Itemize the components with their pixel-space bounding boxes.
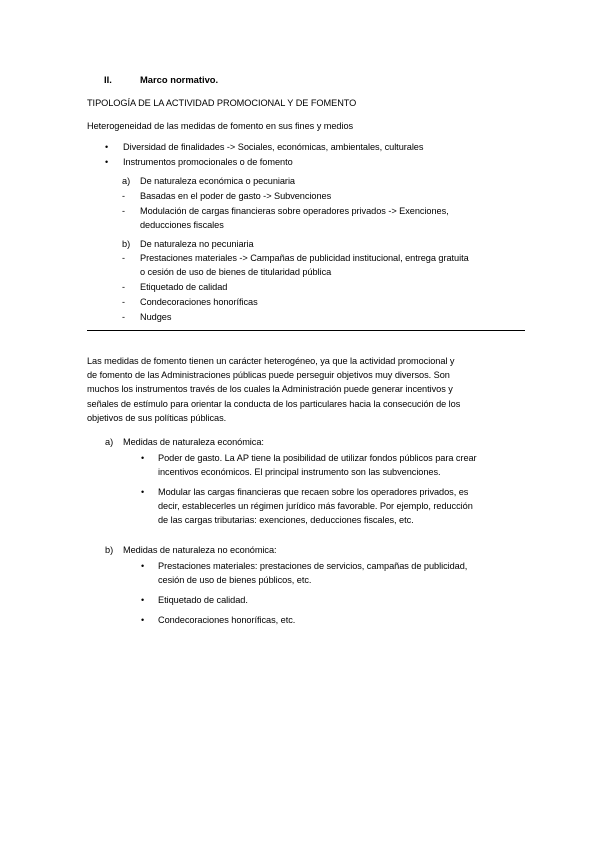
bullet-icon: • — [141, 561, 145, 571]
outline-a-item-cont: deducciones fiscales — [140, 220, 224, 230]
bullet-icon: • — [141, 453, 145, 463]
section-number: II. — [104, 74, 112, 85]
dash-icon: - — [122, 282, 125, 292]
outline-bullet-2: Instrumentos promocionales o de fomento — [123, 157, 293, 167]
dash-icon: - — [122, 297, 125, 307]
heterogeneidad-title: Heterogeneidad de las medidas de fomento en sus fines y medios — [87, 121, 354, 131]
horizontal-divider — [87, 330, 525, 331]
outline-b-item: Nudges — [140, 312, 172, 322]
tipologia-title: TIPOLOGÍA DE LA ACTIVIDAD PROMOCIONAL Y DE FOMENTO — [87, 98, 357, 108]
outline-b-item: Condecoraciones honoríficas — [140, 297, 258, 307]
paragraph-line: muchos los instrumentos través de los cuales la Administración puede generar incentivos y — [87, 384, 453, 394]
section-a-item-cont: decir, establecerles un régimen jurídico más favorable. Por ejemplo, reducción — [158, 501, 473, 511]
section-b-item: Prestaciones materiales: prestaciones de servicios, campañas de publicidad, — [158, 561, 468, 571]
bullet-icon: • — [105, 157, 109, 167]
outline-bullet-1: Diversidad de finalidades -> Sociales, económicas, ambientales, culturales — [123, 142, 424, 152]
bullet-icon: • — [141, 615, 145, 625]
dash-icon: - — [122, 191, 125, 201]
paragraph-line: señales de estímulo para orientar la conducta de los particulares hacia la consecución de los — [87, 399, 461, 409]
section-a-title: Medidas de naturaleza económica: — [123, 437, 264, 447]
bullet-icon: • — [141, 487, 145, 497]
outline-a-marker: a) — [122, 176, 131, 186]
outline-b-label: De naturaleza no pecuniaria — [140, 239, 254, 249]
paragraph-line: Las medidas de fomento tienen un carácter heterogéneo, ya que la actividad promocional y — [87, 356, 455, 366]
section-b-item-cont: cesión de uso de bienes públicos, etc. — [158, 575, 312, 585]
outline-a-item: Basadas en el poder de gasto -> Subvenciones — [140, 191, 332, 201]
section-b-item: Etiquetado de calidad. — [158, 595, 248, 605]
section-a-item: Poder de gasto. La AP tiene la posibilidad de utilizar fondos públicos para crear — [158, 453, 477, 463]
section-b-title: Medidas de naturaleza no económica: — [123, 545, 277, 555]
outline-a-label: De naturaleza económica o pecuniaria — [140, 176, 295, 186]
section-a-item-cont: incentivos económicos. El principal instrumento son las subvenciones. — [158, 467, 441, 477]
outline-b-item-cont: o cesión de uso de bienes de titularidad pública — [140, 267, 332, 277]
section-b-item: Condecoraciones honoríficas, etc. — [158, 615, 296, 625]
section-b-marker: b) — [105, 545, 114, 555]
outline-b-item: Prestaciones materiales -> Campañas de publicidad institucional, entrega gratuita — [140, 253, 469, 263]
paragraph-line: objetivos de sus políticas públicas. — [87, 413, 227, 423]
dash-icon: - — [122, 253, 125, 263]
section-a-marker: a) — [105, 437, 114, 447]
outline-a-item: Modulación de cargas financieras sobre operadores privados -> Exenciones, — [140, 206, 449, 216]
paragraph-line: de fomento de las Administraciones públicas puede perseguir objetivos muy diversos. Son — [87, 370, 450, 380]
outline-b-marker: b) — [122, 239, 131, 249]
section-a-item-cont: de las cargas tributarias: exenciones, deducciones fiscales, etc. — [158, 515, 414, 525]
section-title: Marco normativo. — [140, 74, 219, 85]
bullet-icon: • — [141, 595, 145, 605]
bullet-icon: • — [105, 142, 109, 152]
dash-icon: - — [122, 206, 125, 216]
outline-b-item: Etiquetado de calidad — [140, 282, 228, 292]
dash-icon: - — [122, 312, 125, 322]
section-a-item: Modular las cargas financieras que recaen sobre los operadores privados, es — [158, 487, 469, 497]
